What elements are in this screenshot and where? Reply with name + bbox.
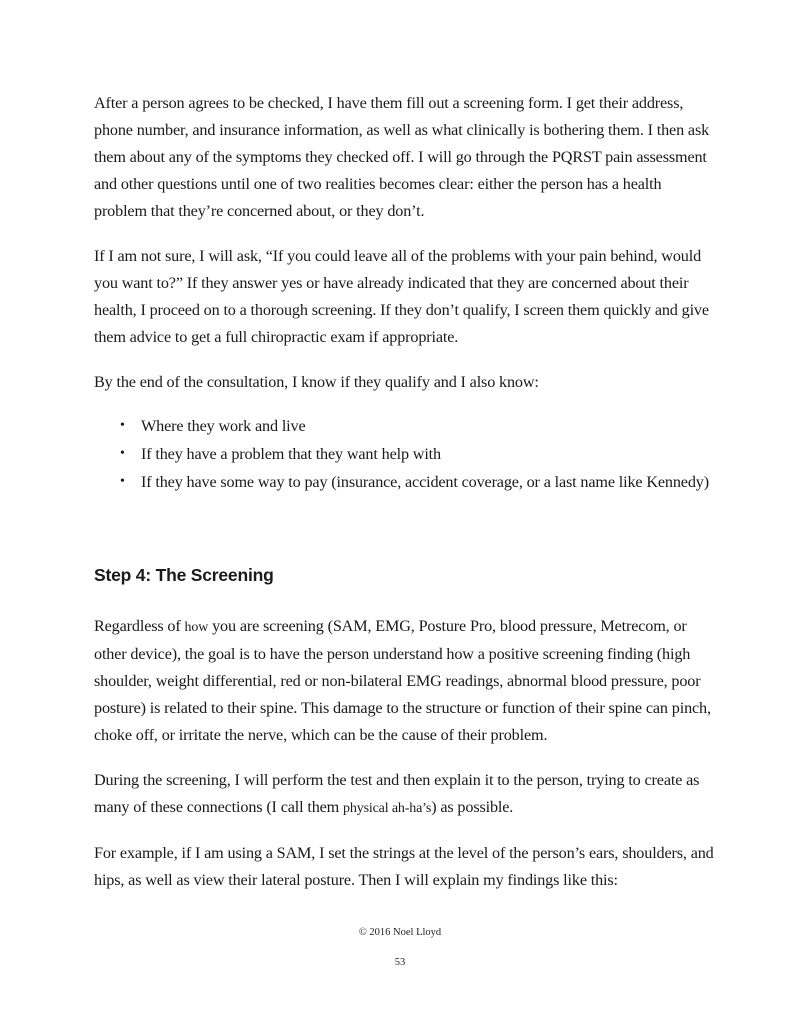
list-item: [120, 440, 714, 468]
paragraph-screening-form: After a person agrees to be checked, I have them fill out a screening form. I get their address, phone number, and insurance information, as well as what clinically is bothering them. I then ask them about any of the symptoms they checked off. I will go through the PQRST pain assessment and other questions until one of two realities becomes clear: either the person has a health problem that they’re concerned about, or they don’t.: [94, 94, 710, 220]
list-item: [120, 468, 714, 496]
list-item-text: If they have some way to pay (insurance, accident coverage, or a last name like Kennedy): [141, 473, 709, 491]
emphasis-text: how: [184, 620, 209, 635]
qualification-list: [94, 412, 714, 496]
paragraph-example-sam: For example, if I am using a SAM, I set the strings at the level of the person’s ears, shoulders, and hips, as well as view their lateral posture. Then I will explain my findings like this:: [94, 844, 714, 889]
page-number: 53: [394, 957, 406, 968]
document-page: [94, 90, 714, 912]
paragraph-during-screening: [94, 767, 714, 822]
bullet-icon: •: [120, 418, 125, 433]
copyright-notice: © 2016 Noel Lloyd: [358, 927, 442, 938]
paragraph-regardless: [94, 613, 714, 749]
paragraph-text: you are screening (SAM, EMG, Posture Pro, blood pressure, Metrecom, or other device), the goal is to have the person understand how a positive screening finding (high shoulder, weight differential, red or non-bilateral EMG readings, abnormal blood pressure, poor posture) is related to their spine. This damage to the structure or function of their spine can pinch, choke off, or irritate the nerve, which can be the cause of their problem.: [94, 617, 711, 744]
list-item: [120, 412, 714, 440]
bullet-icon: •: [120, 474, 125, 489]
paragraph-not-sure: If I am not sure, I will ask, “If you could leave all of the problems with your pain behind, would you want to?” If they answer yes or have already indicated that they are concerned about their health, I proceed on to a thorough screening. If they don’t qualify, I screen them quickly and give them advice to get a full chiropractic exam if appropriate.: [94, 247, 709, 346]
emphasis-text: physical ah-ha’s: [343, 801, 432, 816]
bullet-icon: •: [120, 446, 125, 461]
list-item-text: If they have a problem that they want help with: [141, 445, 441, 463]
paragraph-text: Regardless of: [94, 617, 185, 635]
paragraph-text: ) as possible.: [431, 798, 514, 816]
list-item-text: Where they work and live: [141, 417, 306, 435]
paragraph-text: During the screening, I will perform the test and then explain it to the person, trying to create as many of these connections (I call them: [94, 771, 700, 816]
paragraph-end-of-consultation: By the end of the consultation, I know if they qualify and I also know:: [94, 373, 539, 391]
section-heading: Step 4: The Screening: [94, 565, 274, 585]
